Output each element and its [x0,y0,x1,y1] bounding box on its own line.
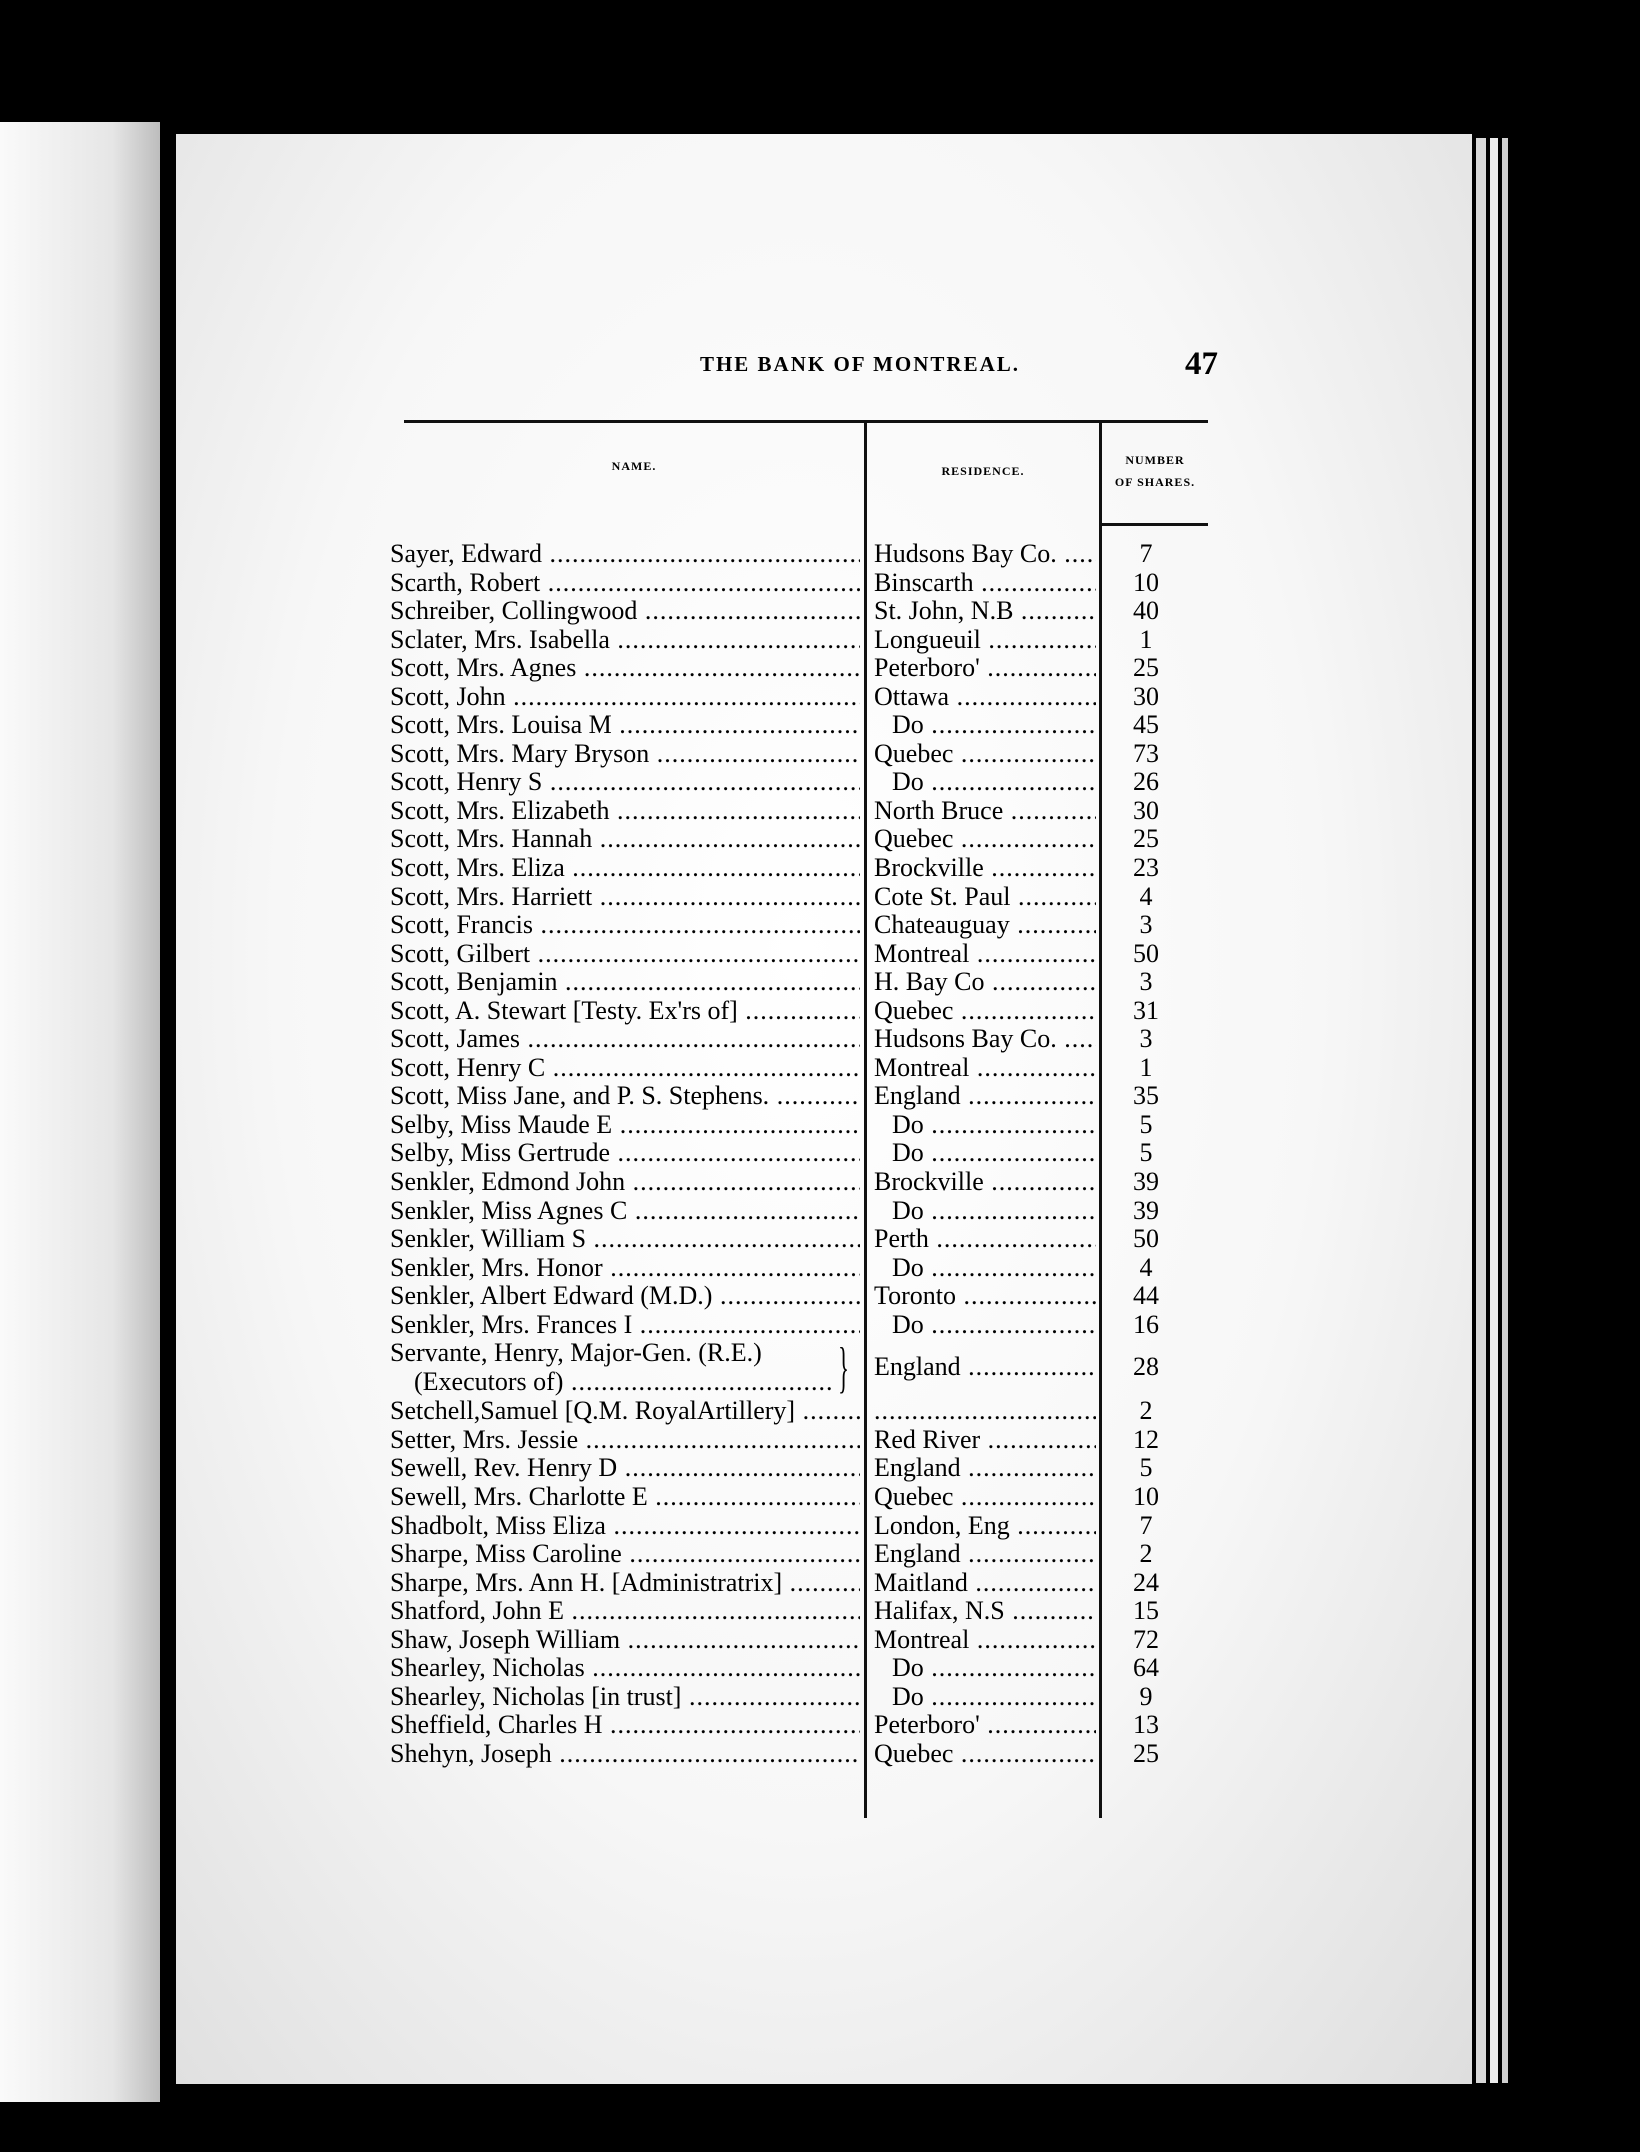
shareholder-name: Shadbolt, Miss Eliza ..... [390,1512,860,1541]
shareholder-name: Senkler, Mrs. Honor ..... [390,1254,860,1283]
page-number: 47 [1185,346,1218,382]
shareholder-shares: 10 [1133,567,1159,597]
shareholder-residence: Quebec ..... [874,825,1096,854]
table-row [390,711,1200,740]
shareholder-residence: Longueuil ..... [874,626,1096,655]
shareholder-name: Shehyn, Joseph ..... [390,1740,860,1769]
shareholder-residence: Quebec ..... [874,997,1096,1026]
table-row [390,626,1200,655]
shareholder-residence: Quebec ..... [874,740,1096,769]
shareholder-residence: Hudsons Bay Co. ..... [874,540,1096,569]
shareholder-residence: Red River ..... [874,1426,1096,1455]
shareholder-residence: St. John, N.B ..... [874,597,1096,626]
shareholder-residence: Maitland ..... [874,1569,1096,1598]
shareholder-name: Scarth, Robert ..... [390,569,860,598]
table-row [390,968,1200,997]
column-header-residence: RESIDENCE. [941,464,1025,478]
shareholder-residence: London, Eng ..... [874,1512,1096,1541]
shareholder-residence: Cote St. Paul ..... [874,883,1096,912]
shareholder-residence: Montreal ..... [874,1054,1096,1083]
shareholder-residence: England ..... [874,1353,1096,1382]
shareholder-residence: Brockville ..... [874,1168,1096,1197]
shareholder-residence: Ottawa ..... [874,683,1096,712]
shareholder-name: Scott, Mrs. Mary Bryson ..... [390,740,860,769]
shareholder-shares: 2 [1139,1539,1153,1569]
shareholder-shares: 3 [1139,910,1153,940]
shareholder-name: Servante, Henry, Major-Gen. (R.E.) [390,1339,762,1368]
shareholder-residence: Quebec ..... [874,1740,1096,1769]
shareholder-shares: 13 [1133,1710,1159,1740]
shareholder-residence: Do ..... [874,1311,1096,1340]
shareholder-name: Sayer, Edward ..... [390,540,860,569]
shareholder-residence: Perth ..... [874,1225,1096,1254]
page-stack-edge [1502,138,1508,2083]
table-row [390,1225,1200,1254]
shareholder-residence: North Bruce ..... [874,797,1096,826]
shareholder-name: Scott, A. Stewart [Testy. Ex'rs of] ..... [390,997,860,1026]
table-row [390,883,1200,912]
table-row [390,1111,1200,1140]
column-header-shares-line2: OF SHARES. [1114,475,1196,489]
shareholder-shares: 72 [1133,1624,1159,1654]
shareholder-shares: 12 [1133,1424,1159,1454]
shareholder-shares: 7 [1139,1510,1153,1540]
shareholder-residence: Hudsons Bay Co. ..... [874,1025,1096,1054]
shareholder-shares: 50 [1133,938,1159,968]
shareholder-residence: Chateauguay ..... [874,911,1096,940]
shareholder-residence: Montreal ..... [874,940,1096,969]
table-row [390,1254,1200,1283]
shareholder-shares: 15 [1133,1596,1159,1626]
shareholder-residence: Binscarth ..... [874,569,1096,598]
shareholder-shares: 30 [1133,681,1159,711]
shareholder-shares: 2 [1139,1396,1153,1426]
shareholder-name: Senkler, Miss Agnes C ..... [390,1197,860,1226]
shareholder-shares: 24 [1133,1567,1159,1597]
shareholder-shares: 39 [1133,1195,1159,1225]
shareholder-name: Sheffield, Charles H ..... [390,1711,860,1740]
table-row [390,1054,1200,1083]
table-row [390,911,1200,940]
shareholder-name: Sewell, Rev. Henry D ..... [390,1454,860,1483]
shareholder-name: Scott, Benjamin ..... [390,968,860,997]
shareholder-shares: 25 [1133,824,1159,854]
shareholder-residence: Do ..... [874,711,1096,740]
shareholder-name: Scott, Mrs. Eliza ..... [390,854,860,883]
shareholder-name: Sclater, Mrs. Isabella ..... [390,626,860,655]
shareholder-residence: Brockville ..... [874,854,1096,883]
table-row [390,1197,1200,1226]
page-stack-edge [1476,138,1486,2083]
table-row [390,683,1200,712]
column-header-shares [1102,449,1208,493]
table-row [390,825,1200,854]
shareholder-name-continued: (Executors of) ..... [414,1368,834,1397]
table-row [390,1025,1200,1054]
table-row [390,940,1200,969]
shareholder-residence: Do ..... [874,1197,1096,1226]
shareholder-residence: Peterboro' ..... [874,1711,1096,1740]
shareholder-shares: 31 [1133,995,1159,1025]
table-row [390,654,1200,683]
shareholder-shares: 35 [1133,1081,1159,1111]
table-row [390,1282,1200,1311]
shareholder-shares: 23 [1133,853,1159,883]
shareholder-residence: Do ..... [874,1683,1096,1712]
shareholder-residence: Do ..... [874,1654,1096,1683]
table-row [390,1569,1200,1598]
table-row [390,1626,1200,1655]
shareholder-shares: 3 [1139,967,1153,997]
table-top-rule [404,420,1208,423]
shareholder-shares: 1 [1139,624,1153,654]
shareholder-shares: 1 [1139,1052,1153,1082]
shareholder-name: Selby, Miss Gertrude ..... [390,1139,860,1168]
table-row [390,768,1200,797]
shareholder-residence: England ..... [874,1540,1096,1569]
shareholder-list [390,540,1200,1768]
shareholder-name: Scott, James ..... [390,1025,860,1054]
shareholder-shares: 44 [1133,1281,1159,1311]
shareholder-name: Senkler, Mrs. Frances I ..... [390,1311,860,1340]
shareholder-shares: 5 [1139,1138,1153,1168]
table-row [390,1397,1200,1426]
table-row [390,1512,1200,1541]
table-row [390,797,1200,826]
header-underline [1100,523,1208,526]
shareholder-shares: 30 [1133,795,1159,825]
shareholder-residence: Montreal ..... [874,1626,1096,1655]
shareholder-shares: 64 [1133,1653,1159,1683]
shareholder-shares: 5 [1139,1453,1153,1483]
shareholder-residence: Do ..... [874,1139,1096,1168]
shareholder-name: Senkler, William S ..... [390,1225,860,1254]
shareholder-name: Senkler, Edmond John ..... [390,1168,860,1197]
shareholder-shares: 7 [1139,539,1153,568]
shareholder-name: Shearley, Nicholas [in trust] ..... [390,1683,860,1712]
shareholder-shares: 10 [1133,1481,1159,1511]
shareholder-name: Shaw, Joseph William ..... [390,1626,860,1655]
shareholder-shares: 39 [1133,1167,1159,1197]
shareholder-residence: England ..... [874,1082,1096,1111]
column-header-shares-line1: NUMBER [1125,453,1185,467]
shareholder-name: Setter, Mrs. Jessie ..... [390,1426,860,1455]
shareholder-shares: 5 [1139,1109,1153,1139]
shareholder-residence: Do ..... [874,1111,1096,1140]
shareholder-shares: 73 [1133,738,1159,768]
shareholder-residence: Do ..... [874,768,1096,797]
shareholder-shares: 9 [1139,1681,1153,1711]
shareholder-name: Sharpe, Mrs. Ann H. [Administratrix] ..... [390,1569,860,1598]
table-row [390,1711,1200,1740]
shareholder-name: Scott, John ..... [390,683,860,712]
table-row [390,1540,1200,1569]
shareholder-shares: 45 [1133,710,1159,740]
shareholder-name: Scott, Mrs. Agnes ..... [390,654,860,683]
shareholder-shares: 25 [1133,1738,1159,1768]
shareholder-shares: 4 [1139,1252,1153,1282]
table-row [390,1337,1200,1400]
shareholder-residence: Quebec ..... [874,1483,1096,1512]
table-row [390,569,1200,598]
table-row [390,1311,1200,1340]
brace-mark: } [838,1337,849,1400]
table-row [390,1683,1200,1712]
shareholder-name: Scott, Miss Jane, and P. S. Stephens. ..... [390,1082,860,1111]
shareholder-shares: 40 [1133,596,1159,626]
shareholder-name: Scott, Gilbert ..... [390,940,860,969]
table-row [390,1139,1200,1168]
shareholder-shares: 4 [1139,881,1153,911]
shareholder-name: Shatford, John E ..... [390,1597,860,1626]
shareholder-residence: H. Bay Co ..... [874,968,1096,997]
shareholder-name: Scott, Mrs. Louisa M ..... [390,711,860,740]
shareholder-residence: Peterboro' ..... [874,654,1096,683]
shareholder-residence: England ..... [874,1454,1096,1483]
shareholder-shares: 28 [1133,1352,1159,1382]
shareholder-name: Sharpe, Miss Caroline ..... [390,1540,860,1569]
running-head: THE BANK OF MONTREAL. [699,352,1021,376]
table-row [390,1654,1200,1683]
shareholder-name: Scott, Henry S ..... [390,768,860,797]
adjacent-page-edge [0,122,160,2102]
shareholder-name: Scott, Francis ..... [390,911,860,940]
shareholder-name: Shearley, Nicholas ..... [390,1654,860,1683]
shareholder-name: Scott, Mrs. Harriett ..... [390,883,860,912]
table-row [390,740,1200,769]
shareholder-shares: 3 [1139,1024,1153,1054]
shareholder-residence: Halifax, N.S ..... [874,1597,1096,1626]
table-row [390,854,1200,883]
table-row [390,540,1200,569]
shareholder-name: Selby, Miss Maude E ..... [390,1111,860,1140]
shareholder-name: Scott, Henry C ..... [390,1054,860,1083]
shareholder-residence: Do ..... [874,1254,1096,1283]
shareholder-name: Scott, Mrs. Hannah ..... [390,825,860,854]
table-row [390,1426,1200,1455]
table-row [390,1483,1200,1512]
table-row [390,1740,1200,1769]
shareholder-residence: Toronto ..... [874,1282,1096,1311]
column-header-name: NAME. [611,459,657,473]
table-row [390,1454,1200,1483]
shareholder-name: Schreiber, Collingwood ..... [390,597,860,626]
shareholder-residence [874,1397,1096,1426]
table-row [390,1597,1200,1626]
shareholder-shares: 50 [1133,1224,1159,1254]
page-stack-edge [1490,138,1498,2083]
table-row [390,1168,1200,1197]
shareholder-name: Senkler, Albert Edward (M.D.) ..... [390,1282,860,1311]
table-row [390,997,1200,1026]
shareholder-shares: 25 [1133,653,1159,683]
shareholder-shares: 16 [1133,1309,1159,1339]
shareholder-shares: 26 [1133,767,1159,797]
table-row [390,1082,1200,1111]
table-row [390,597,1200,626]
shareholder-name: Setchell,Samuel [Q.M. RoyalArtillery] ..... [390,1397,860,1426]
shareholder-name: Scott, Mrs. Elizabeth ..... [390,797,860,826]
shareholder-name: Sewell, Mrs. Charlotte E ..... [390,1483,860,1512]
